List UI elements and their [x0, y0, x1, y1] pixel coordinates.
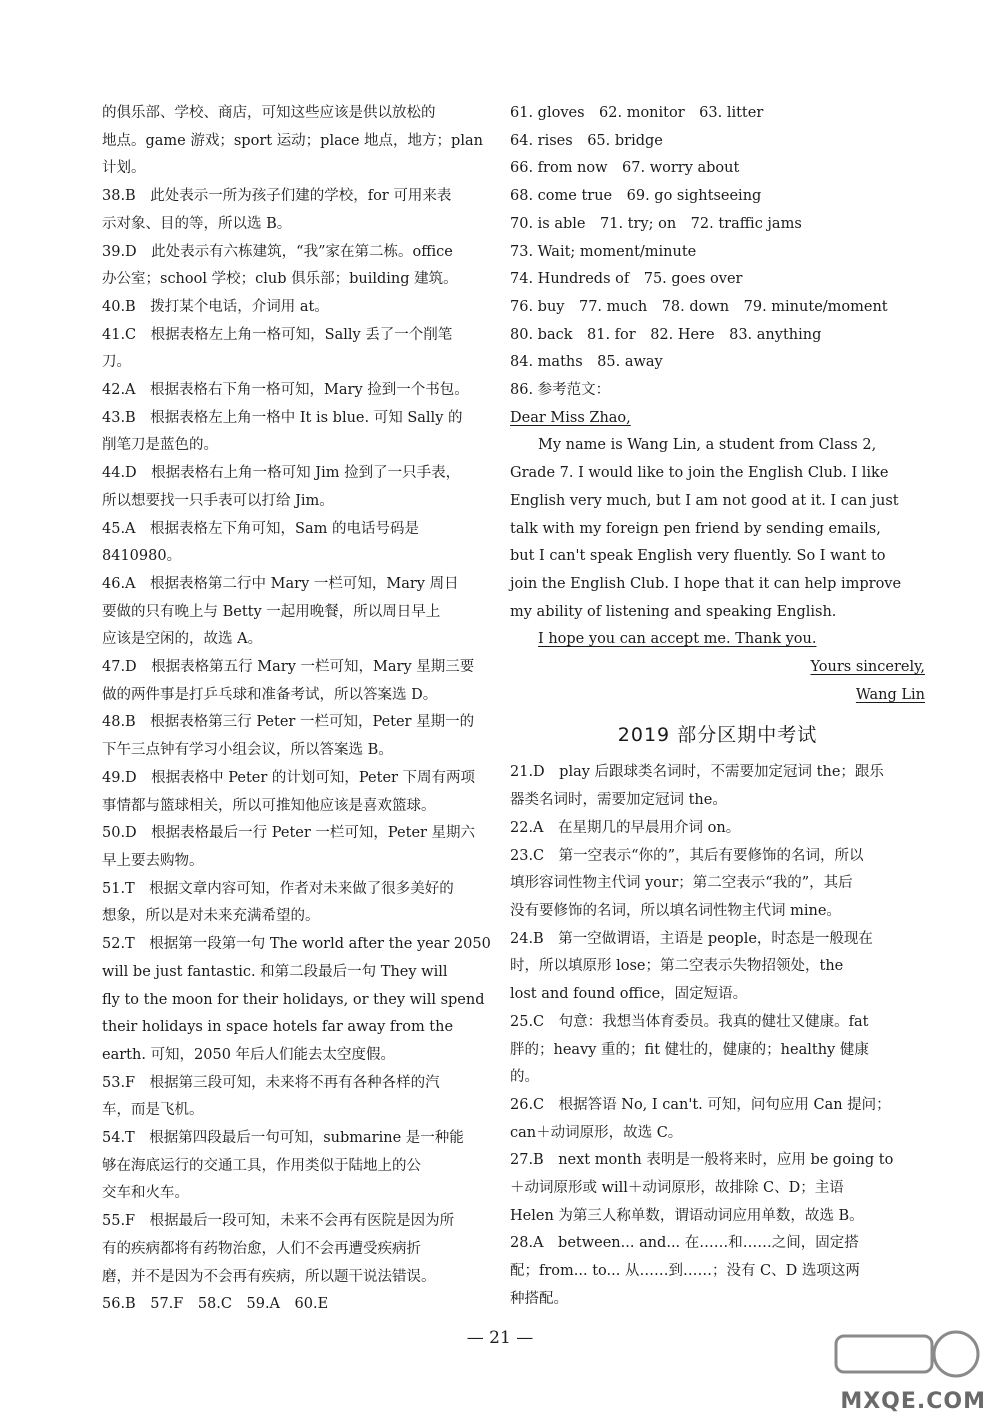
answer-line: 54.T 根据第四段最后一句可知，submarine 是一种能	[102, 1130, 464, 1147]
answer-line: 70. is able 71. try; on 72. traffic jams	[510, 215, 802, 232]
answer-item	[102, 709, 492, 764]
answer-line: 80. back 81. for 82. Here 83. anything	[510, 326, 822, 343]
essay-salutation: Dear Miss Zhao,	[510, 409, 631, 426]
answer-line: 26.C 根据答语 No, I can't. 可知，问句应用 Can 提问；	[510, 1096, 891, 1113]
answer-item	[102, 571, 492, 654]
answer-line: 44.D 根据表格右上角一格可知 Jim 捡到了一只手表，	[102, 465, 461, 482]
answer-item	[102, 460, 492, 515]
answer-line: 填形容词性物主代词 your；第二空表示“我的”，其后	[510, 875, 853, 892]
answer-item	[102, 1070, 492, 1125]
answer-line: 27.B next month 表明是一般将来时，应用 be going to	[510, 1152, 894, 1169]
essay-signature: Wang Lin	[855, 686, 925, 703]
answer-item	[102, 1208, 492, 1291]
answer-line: 下午三点钟有学习小组会议，所以答案选 B。	[102, 742, 393, 759]
answer-line: will be just fantastic. 和第二段最后一句 They will	[102, 963, 448, 980]
answer-item	[510, 926, 925, 1009]
answer-line: 61. gloves 62. monitor 63. litter	[510, 105, 764, 121]
answer-line: 办公室；school 学校；club 俱乐部；building 建筑。	[102, 271, 458, 288]
answer-line: 刀。	[102, 354, 131, 371]
answer-line: 55.F 根据最后一段可知，未来不会再有医院是因为所	[102, 1213, 455, 1230]
answer-item	[102, 1125, 492, 1208]
sample-essay	[510, 405, 925, 710]
answer-line: 事情都与篮球相关，所以可推知他应该是喜欢篮球。	[102, 797, 436, 814]
answer-line: 地点。game 游戏；sport 运动；place 地点，地方；plan	[102, 132, 483, 149]
essay-line: English very much, but I am not good at it. I can just	[510, 492, 899, 509]
answer-line: 应该是空闲的，故选 A。	[102, 631, 263, 648]
answer-line: 够在海底运行的交通工具，作用类似于陆地上的公	[102, 1157, 421, 1174]
answer-line: 做的两件事是打乒乓球和准备考试，所以答案选 D。	[102, 686, 438, 703]
answer-item	[102, 377, 492, 405]
answer-line: 49.D 根据表格中 Peter 的计划可知，Peter 下周有两项	[102, 769, 476, 786]
answer-line: ＋动词原形或 will＋动词原形，故排除 C、D；主语	[510, 1180, 844, 1197]
answer-key-list	[510, 100, 925, 405]
answer-item	[102, 820, 492, 875]
answer-item	[102, 1291, 492, 1319]
answer-line: 45.A 根据表格左下角可知，Sam 的电话号码是	[102, 520, 419, 537]
page-number: — 21 —	[466, 1328, 534, 1348]
watermark-logo	[816, 1324, 986, 1414]
answer-line: 48.B 根据表格第三行 Peter 一栏可知，Peter 星期一的	[102, 714, 475, 731]
answer-item	[102, 405, 492, 460]
answer-line: 86. 参考范文：	[510, 382, 611, 399]
answer-line: 68. come true 69. go sightseeing	[510, 188, 762, 205]
answer-item	[510, 1230, 925, 1313]
answer-item	[102, 239, 492, 294]
answer-line: 胖的；heavy 重的；fit 健壮的，健康的；healthy 健康	[510, 1041, 869, 1058]
answer-item	[102, 183, 492, 238]
answer-item	[510, 1147, 925, 1230]
answer-line: 76. buy 77. much 78. down 79. minute/moment	[510, 298, 888, 315]
answer-line: 24.B 第一空做谓语，主语是 people，时态是一般现在	[510, 930, 873, 947]
right-column	[510, 100, 925, 1314]
essay-line: My name is Wang Lin, a student from Class 2,	[538, 437, 877, 454]
answer-item	[510, 759, 925, 814]
essay-line: talk with my foreign pen friend by sending emails,	[510, 520, 881, 537]
answer-line: 没有要修饰的名词，所以填名词性物主代词 mine。	[510, 902, 841, 919]
answer-line: earth. 可知，2050 年后人们能去太空度假。	[102, 1046, 396, 1063]
answer-line: 84. maths 85. away	[510, 354, 663, 371]
answer-item	[102, 100, 492, 183]
answer-line: 种搭配。	[510, 1290, 568, 1307]
answer-line: their holidays in space hotels far away from the	[102, 1019, 454, 1036]
answer-line: 23.C 第一空表示“你的”，其后有要修饰的名词，所以	[510, 847, 864, 864]
essay-line: join the English Club. I hope that it can help improve	[510, 575, 902, 592]
answer-line: 43.B 根据表格左上角一格中 It is blue. 可知 Sally 的	[102, 409, 463, 426]
answer-line: 47.D 根据表格第五行 Mary 一栏可知，Mary 星期三要	[102, 659, 475, 676]
answer-line: lost and found office，固定短语。	[510, 986, 748, 1003]
answer-line: 想象，所以是对未来充满希望的。	[102, 908, 320, 925]
answer-line: 时，所以填原形 lose；第二空表示失物招领处，the	[510, 958, 844, 975]
answer-line: 交车和火车。	[102, 1185, 189, 1202]
essay-line: but I can't speak English very fluently. So I want to	[510, 548, 886, 565]
answer-item	[102, 516, 492, 571]
essay-closing: I hope you can accept me. Thank you.	[538, 631, 817, 648]
answer-item	[102, 322, 492, 377]
answer-line: 示对象、目的等，所以选 B。	[102, 215, 292, 232]
answer-item	[102, 931, 492, 1070]
answer-line: 计划。	[102, 160, 146, 177]
answer-line: 74. Hundreds of 75. goes over	[510, 271, 743, 288]
answer-line: 有的疾病都将有药物治愈，人们不会再遭受疾病折	[102, 1240, 421, 1257]
answer-line: 8410980。	[102, 548, 182, 565]
answer-line: 磨，并不是因为不会再有疾病，所以题干说法错误。	[102, 1268, 436, 1285]
answer-line: 42.A 根据表格右下角一格可知，Mary 捡到一个书包。	[102, 382, 469, 399]
answer-line: 38.B 此处表示一所为孩子们建的学校，for 可用来表	[102, 188, 452, 205]
answer-line: 车，而是飞机。	[102, 1102, 204, 1119]
answer-item	[510, 1009, 925, 1092]
section-answers	[510, 759, 925, 1313]
answer-line: 器类名词时，需要加定冠词 the。	[510, 792, 727, 809]
answer-line: 28.A between... and... 在……和……之间，固定搭	[510, 1235, 859, 1252]
answer-line: 64. rises 65. bridge	[510, 132, 663, 149]
answer-line: 早上要去购物。	[102, 852, 204, 869]
answer-item	[510, 1092, 925, 1147]
answer-line: 21.D play 后跟球类名词时，不需要加定冠词 the；跟乐	[510, 764, 884, 781]
essay-body	[510, 432, 925, 626]
answer-line: 配；from... to... 从……到……；没有 C、D 选项这两	[510, 1263, 860, 1280]
answer-item	[102, 654, 492, 709]
watermark-text: MXQE.COM	[840, 1389, 986, 1414]
essay-line: my ability of listening and speaking English.	[510, 603, 837, 620]
answer-line: 50.D 根据表格最后一行 Peter 一栏可知，Peter 星期六	[102, 825, 476, 842]
answer-line: 40.B 拨打某个电话，介词用 at。	[102, 298, 329, 315]
answer-line: 56.B 57.F 58.C 59.A 60.E	[102, 1296, 329, 1313]
answer-line: 46.A 根据表格第二行中 Mary 一栏可知，Mary 周日	[102, 575, 459, 592]
answer-line: 52.T 根据第一段第一句 The world after the year 2050	[102, 936, 491, 953]
answer-item	[510, 815, 925, 843]
answer-item	[510, 843, 925, 926]
answer-line: 要做的只有晚上与 Betty 一起用晚餐，所以周日早上	[102, 603, 441, 620]
answer-line: 66. from now 67. worry about	[510, 160, 740, 177]
answer-line: fly to the moon for their holidays, or they will spend	[102, 991, 485, 1008]
answer-line: Helen 为第三人称单数，谓语动词应用单数，故选 B。	[510, 1207, 864, 1224]
left-column	[102, 100, 492, 1319]
answer-line: 25.C 句意：我想当体育委员。我真的健壮又健康。fat	[510, 1013, 869, 1030]
answer-item	[102, 294, 492, 322]
answer-line: can＋动词原形，故选 C。	[510, 1124, 683, 1141]
answer-line: 所以想要找一只手表可以打给 Jim。	[102, 492, 334, 509]
answer-line: 的。	[510, 1069, 539, 1086]
section-title: 2019 部分区期中考试	[617, 724, 818, 747]
essay-sign-off: Yours sincerely,	[810, 659, 925, 676]
answer-line: 削笔刀是蓝色的。	[102, 437, 218, 454]
answer-line: 53.F 根据第三段可知，未来将不再有各种各样的汽	[102, 1074, 440, 1091]
answer-line: 的俱乐部、学校、商店，可知这些应该是供以放松的	[102, 105, 436, 121]
answer-line: 51.T 根据文章内容可知，作者对未来做了很多美好的	[102, 880, 454, 897]
answer-line: 41.C 根据表格左上角一格可知，Sally 丢了一个削笔	[102, 326, 453, 343]
answer-item	[102, 765, 492, 820]
essay-line: Grade 7. I would like to join the English Club. I like	[510, 465, 889, 482]
answer-line: 39.D 此处表示有六栋建筑，“我”家在第二栋。office	[102, 243, 453, 260]
answer-line: 22.A 在星期几的早晨用介词 on。	[510, 819, 741, 836]
answer-line: 73. Wait; moment/minute	[510, 243, 697, 260]
answer-item	[102, 876, 492, 931]
